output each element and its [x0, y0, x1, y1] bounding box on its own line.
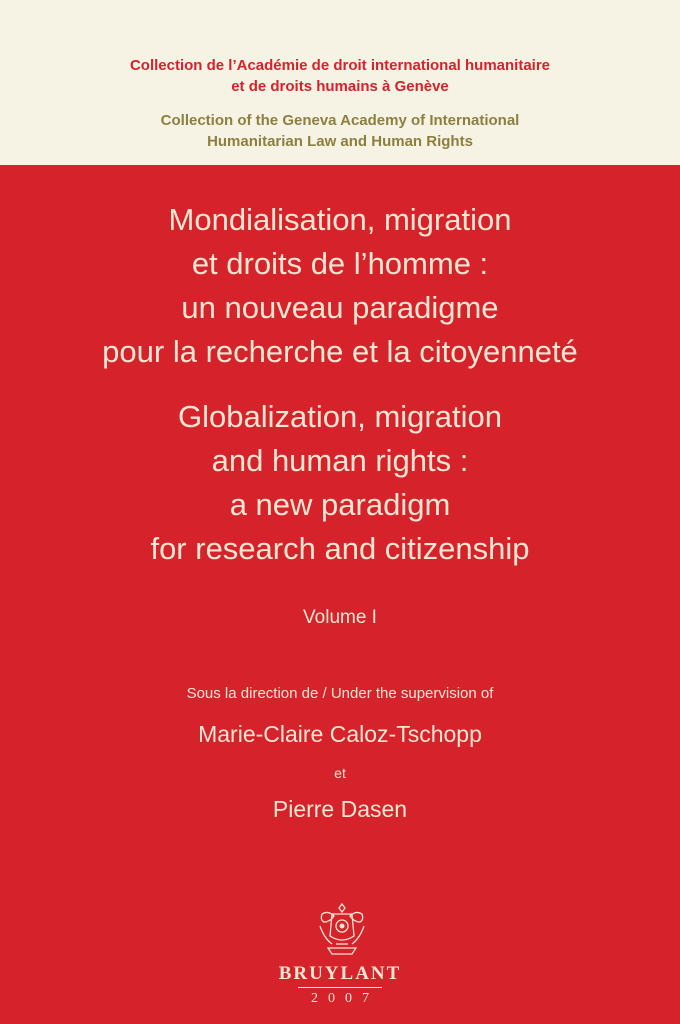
collection-french-line: Collection de l’Académie de droit international humanitaire	[129, 57, 551, 74]
title-french-line: Mondialisation, migration	[168, 202, 512, 237]
collection-band	[0, 0, 680, 165]
supervision-label: Sous la direction de / Under the supervision of	[186, 685, 494, 702]
publisher-name: BRUYLANT	[278, 963, 402, 984]
title-french	[0, 198, 680, 374]
publisher-rule	[298, 987, 382, 988]
editor-name: Marie-Claire Caloz-Tschopp	[198, 721, 482, 747]
title-french-line: pour la recherche et la citoyenneté	[102, 334, 578, 369]
title-english	[0, 395, 680, 571]
editor-name: Pierre Dasen	[272, 796, 408, 822]
collection-english-line: Collection of the Geneva Academy of International	[160, 112, 520, 129]
title-english-line: and human rights :	[211, 443, 469, 478]
title-french-line: et droits de l’homme :	[191, 246, 489, 281]
title-english-line: Globalization, migration	[178, 399, 502, 434]
collection-french-line: et de droits humains à Genève	[231, 78, 449, 95]
editor-conjunction: et	[334, 765, 346, 781]
cover-main	[0, 165, 680, 1024]
collection-french	[0, 55, 680, 97]
collection-english	[0, 110, 680, 152]
publication-year: 2007	[311, 991, 379, 1006]
title-french-line: un nouveau paradigme	[181, 290, 499, 325]
bruylant-emblem-icon	[314, 900, 370, 960]
title-english-line: for research and citizenship	[150, 531, 530, 566]
collection-english-line: Humanitarian Law and Human Rights	[207, 133, 473, 150]
volume-label: Volume I	[303, 607, 377, 628]
title-english-line: a new paradigm	[229, 487, 451, 522]
